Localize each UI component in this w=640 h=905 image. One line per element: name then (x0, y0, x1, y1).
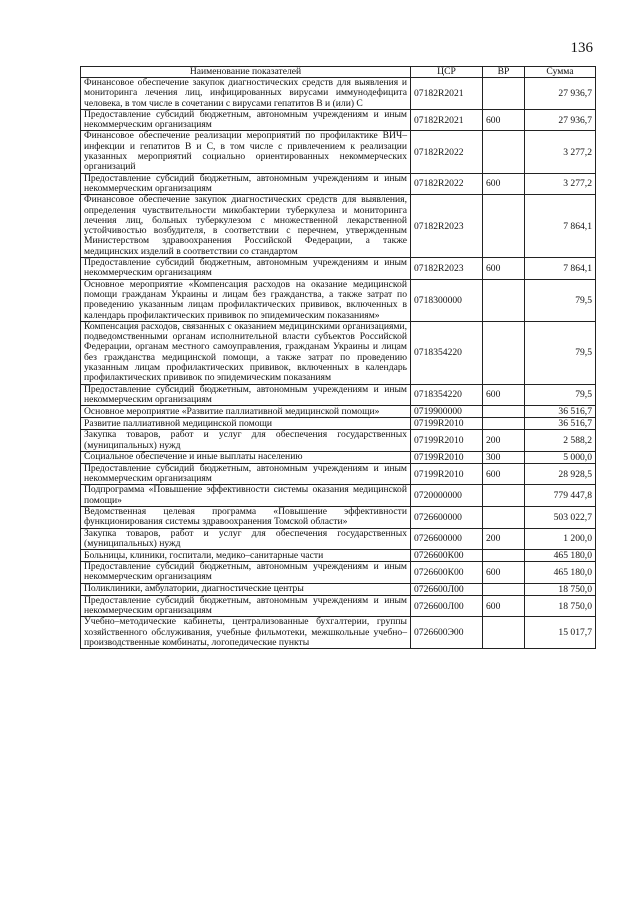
cell-name: Ведомственная целевая программа «Повышение эффективности функционирования системы здравоохранения Томской области» (81, 506, 411, 528)
table-row (81, 528, 596, 550)
cell-sum: 28 928,5 (525, 463, 596, 485)
cell-name: Предоставление субсидий бюджетным, автономным учреждениям и иным некоммерческим организациям (81, 463, 411, 485)
table-row (81, 384, 596, 406)
cell-vr (483, 583, 525, 595)
cell-sum: 1 200,0 (525, 528, 596, 550)
table-row (81, 617, 596, 649)
cell-name: Предоставление субсидий бюджетным, автономным учреждениям и иным некоммерческим организациям (81, 595, 411, 617)
cell-name: Социальное обеспечение и иные выплаты населению (81, 451, 411, 463)
table-row (81, 195, 596, 258)
cell-sum: 15 017,7 (525, 617, 596, 649)
table-row (81, 550, 596, 562)
cell-sum: 465 180,0 (525, 562, 596, 584)
cell-vr: 600 (483, 173, 525, 195)
cell-csr: 0718354220 (411, 384, 483, 406)
cell-csr: 07182R2022 (411, 131, 483, 173)
cell-vr: 600 (483, 384, 525, 406)
cell-vr: 300 (483, 451, 525, 463)
cell-name: Основное мероприятие «Развитие паллиативной медицинской помощи» (81, 406, 411, 418)
cell-vr: 200 (483, 430, 525, 452)
cell-vr (483, 617, 525, 649)
cell-csr: 07199R2010 (411, 463, 483, 485)
cell-sum: 503 022,7 (525, 506, 596, 528)
cell-csr: 07199R2010 (411, 430, 483, 452)
cell-sum: 5 000,0 (525, 451, 596, 463)
cell-sum: 3 277,2 (525, 173, 596, 195)
table-row (81, 595, 596, 617)
cell-vr (483, 406, 525, 418)
cell-name: Финансовое обеспечение реализации мероприятий по профилактике ВИЧ–инфекции и гепатитов В и С, в том числе с привлечением к реализации указанных мероприятий социально ориентированных некоммерческих организаций (81, 131, 411, 173)
cell-csr: 0726600Л00 (411, 595, 483, 617)
cell-csr: 07182R2021 (411, 78, 483, 110)
cell-name: Подпрограмма «Повышение эффективности системы оказания медицинской помощи» (81, 485, 411, 507)
cell-vr (483, 485, 525, 507)
cell-sum: 27 936,7 (525, 109, 596, 131)
table-row (81, 406, 596, 418)
cell-csr: 0726600К00 (411, 562, 483, 584)
cell-name: Поликлиники, амбулатории, диагностические центры (81, 583, 411, 595)
cell-sum: 7 864,1 (525, 195, 596, 258)
cell-sum: 36 516,7 (525, 406, 596, 418)
cell-name: Предоставление субсидий бюджетным, автономным учреждениям и иным некоммерческим организациям (81, 562, 411, 584)
cell-sum: 2 588,2 (525, 430, 596, 452)
table-header-row (81, 67, 596, 78)
cell-sum: 18 750,0 (525, 583, 596, 595)
cell-csr: 0726600000 (411, 506, 483, 528)
cell-name: Учебно–методические кабинеты, централизованные бухгалтерии, группы хозяйственного обслуживания, учебные фильмотеки, межшкольные учебно–производственные комбинаты, логопедические пункты (81, 617, 411, 649)
table-row (81, 131, 596, 173)
cell-vr: 600 (483, 463, 525, 485)
cell-vr (483, 550, 525, 562)
cell-csr: 0726600К00 (411, 550, 483, 562)
cell-csr: 07182R2021 (411, 109, 483, 131)
cell-csr: 0718354220 (411, 321, 483, 384)
cell-name: Развитие паллиативной медицинской помощи (81, 418, 411, 430)
cell-csr: 0718300000 (411, 279, 483, 321)
cell-csr: 0726600000 (411, 528, 483, 550)
table-row (81, 78, 596, 110)
cell-name: Финансовое обеспечение закупок диагностических средств для выявления и мониторинга лечения лиц, инфицированных вирусами иммунодефицита человека, в том числе в сочетании с вирусами гепатитов В и (или) С (81, 78, 411, 110)
cell-sum: 79,5 (525, 384, 596, 406)
cell-csr: 07182R2022 (411, 173, 483, 195)
cell-name: Финансовое обеспечение закупок диагностических средств для выявления, определения чувствительности микобактерии туберкулеза и мониторинга лечения лиц, больных туберкулезом с множественной лекарственной устойчивостью возбудителя, в соответствии с перечнем, утвержденным Министерством здравоохранения Российской Федерации, а также медицинских изделий в соответствии со стандартом (81, 195, 411, 258)
cell-csr: 0720000000 (411, 485, 483, 507)
cell-csr: 0719900000 (411, 406, 483, 418)
cell-sum: 27 936,7 (525, 78, 596, 110)
cell-vr: 600 (483, 109, 525, 131)
table-row (81, 562, 596, 584)
cell-sum: 7 864,1 (525, 258, 596, 280)
table-row (81, 463, 596, 485)
cell-vr (483, 321, 525, 384)
table-row (81, 583, 596, 595)
table-row (81, 485, 596, 507)
cell-sum: 18 750,0 (525, 595, 596, 617)
cell-vr: 600 (483, 258, 525, 280)
cell-sum: 79,5 (525, 321, 596, 384)
cell-name: Больницы, клиники, госпитали, медико–санитарные части (81, 550, 411, 562)
cell-sum: 36 516,7 (525, 418, 596, 430)
table-row (81, 430, 596, 452)
cell-csr: 0726600Э00 (411, 617, 483, 649)
table-row (81, 279, 596, 321)
cell-vr (483, 78, 525, 110)
cell-name: Предоставление субсидий бюджетным, автономным учреждениям и иным некоммерческим организациям (81, 109, 411, 131)
cell-name: Предоставление субсидий бюджетным, автономным учреждениям и иным некоммерческим организациям (81, 258, 411, 280)
cell-csr: 07182R2023 (411, 195, 483, 258)
table-row (81, 321, 596, 384)
table-row (81, 258, 596, 280)
budget-table (80, 66, 596, 649)
table-row (81, 173, 596, 195)
table-row (81, 109, 596, 131)
cell-vr (483, 279, 525, 321)
cell-name: Предоставление субсидий бюджетным, автономным учреждениям и иным некоммерческим организациям (81, 384, 411, 406)
cell-name: Основное мероприятие «Компенсация расходов на оказание медицинской помощи гражданам Украины и лицам без гражданства, а также затрат по проведению указанным лицам профилактических прививок, включенных в календарь профилактических прививок по эпидемическим показаниям» (81, 279, 411, 321)
cell-name: Закупка товаров, работ и услуг для обеспечения государственных (муниципальных) нужд (81, 430, 411, 452)
header-csr: ЦСР (411, 67, 483, 78)
page-number: 136 (570, 40, 593, 56)
cell-name: Закупка товаров, работ и услуг для обеспечения государственных (муниципальных) нужд (81, 528, 411, 550)
cell-sum: 779 447,8 (525, 485, 596, 507)
cell-vr (483, 506, 525, 528)
cell-name: Компенсация расходов, связанных с оказанием медицинскими организациями, подведомственными органам исполнительной власти субъектов Российской Федерации, органам местного самоуправления, гражданам Украины и лицам без гражданства медицинской помощи, а также затрат по проведению указанным лицам профилактических прививок, включенных в календарь профилактических прививок по эпидемическим показаниям (81, 321, 411, 384)
table-row (81, 451, 596, 463)
header-vr: ВР (483, 67, 525, 78)
cell-sum: 79,5 (525, 279, 596, 321)
cell-csr: 07182R2023 (411, 258, 483, 280)
header-sum: Сумма (525, 67, 596, 78)
cell-sum: 465 180,0 (525, 550, 596, 562)
header-name: Наименование показателей (81, 67, 411, 78)
table-row (81, 506, 596, 528)
cell-vr: 600 (483, 595, 525, 617)
table-row (81, 418, 596, 430)
cell-vr (483, 131, 525, 173)
cell-name: Предоставление субсидий бюджетным, автономным учреждениям и иным некоммерческим организациям (81, 173, 411, 195)
cell-csr: 07199R2010 (411, 418, 483, 430)
cell-vr (483, 195, 525, 258)
cell-csr: 07199R2010 (411, 451, 483, 463)
cell-vr (483, 418, 525, 430)
cell-vr: 200 (483, 528, 525, 550)
cell-sum: 3 277,2 (525, 131, 596, 173)
cell-csr: 0726600Л00 (411, 583, 483, 595)
cell-vr: 600 (483, 562, 525, 584)
